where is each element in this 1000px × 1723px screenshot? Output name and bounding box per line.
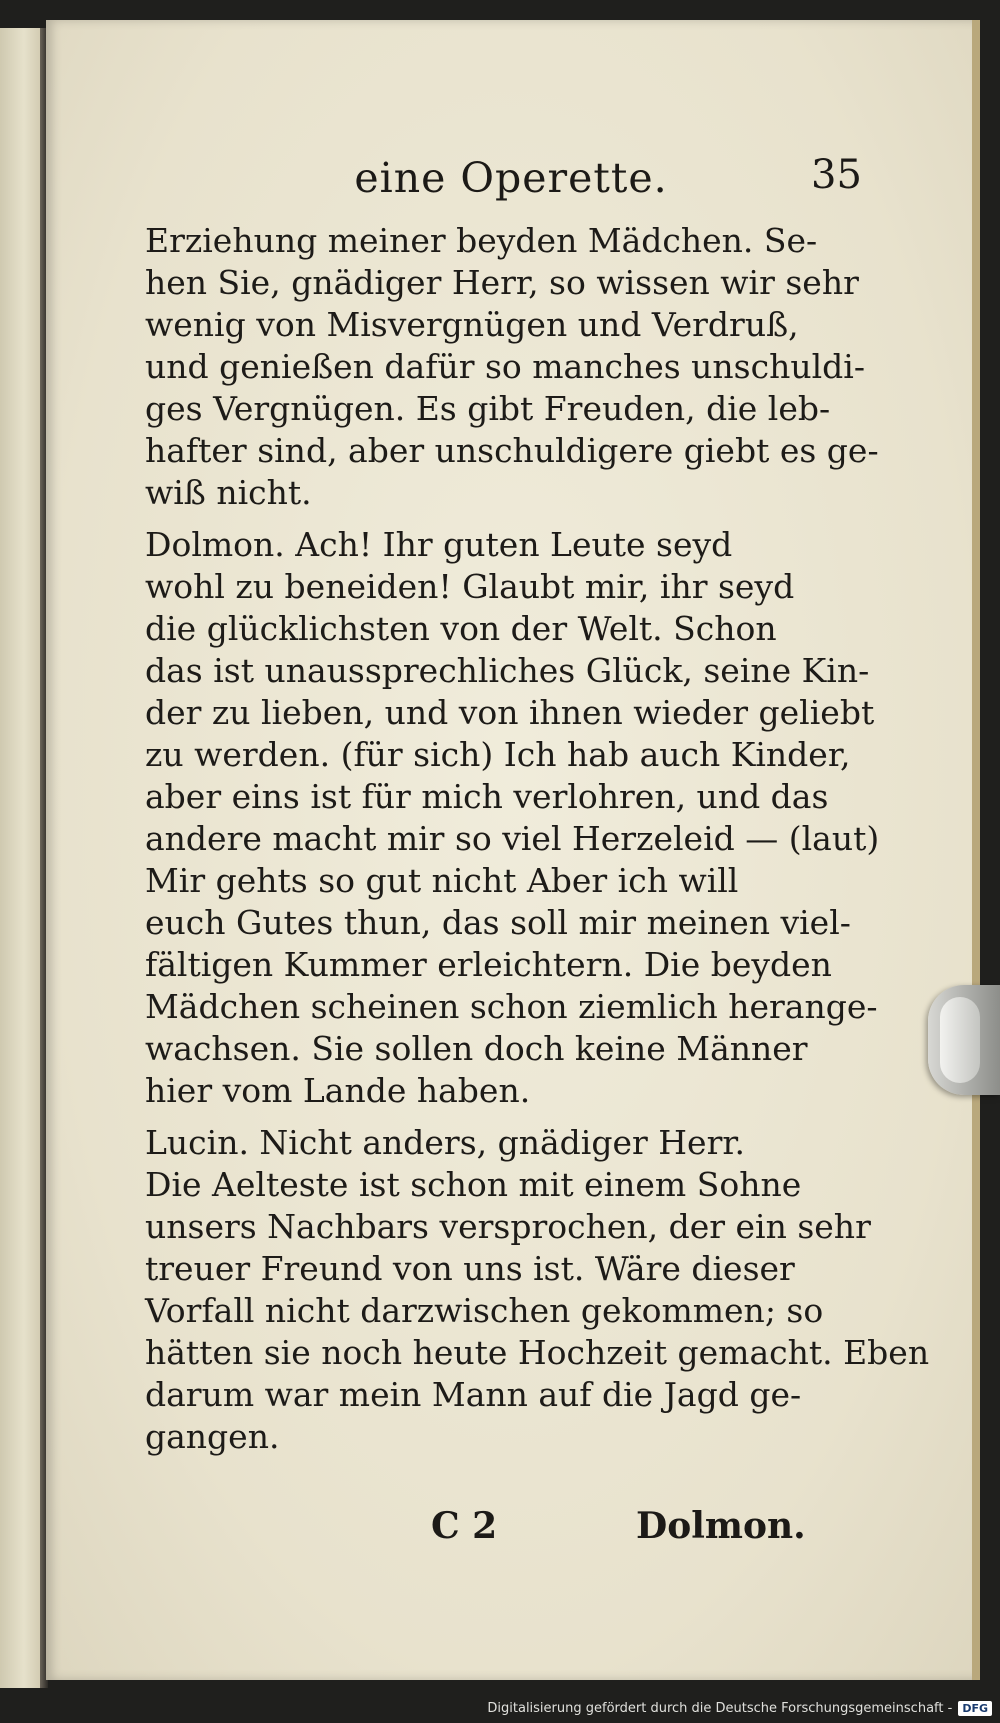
text-line: Die Aelteste ist schon mit einem Sohne: [145, 1165, 802, 1204]
text-line: Mir gehts so gut nicht Aber ich will: [145, 861, 739, 900]
page-clip-highlight: [940, 997, 980, 1083]
text-line: treuer Freund von uns ist. Wäre dieser: [145, 1249, 795, 1288]
text-line: Dolmon. Ach! Ihr guten Leute seyd: [145, 525, 733, 564]
text-line: zu werden. (für sich) Ich hab auch Kinder,: [145, 735, 851, 774]
text-line: gangen.: [145, 1417, 280, 1456]
text-line: wenig von Misvergnügen und Verdruß,: [145, 305, 799, 344]
text-line: Erziehung meiner beyden Mädchen. Se-: [145, 221, 818, 260]
text-line: wohl zu beneiden! Glaubt mir, ihr seyd: [145, 567, 795, 606]
credit-text: Digitalisierung gefördert durch die Deutsche Forschungsgemeinschaft -: [487, 1700, 953, 1716]
text-line: hier vom Lande haben.: [145, 1071, 531, 1110]
catchword: Dolmon.: [636, 1505, 806, 1547]
facing-page-edge: [0, 28, 40, 1688]
book-page: [46, 20, 976, 1680]
body-text: [145, 220, 930, 1468]
text-line: ges Vergnügen. Es gibt Freuden, die leb-: [145, 389, 831, 428]
text-line: die glücklichsten von der Welt. Schon: [145, 609, 777, 648]
text-line: Vorfall nicht darzwischen gekommen; so: [145, 1291, 824, 1330]
text-line: hätten sie noch heute Hochzeit gemacht. Eben: [145, 1333, 930, 1372]
paragraph: [145, 220, 895, 514]
text-line: hen Sie, gnädiger Herr, so wissen wir sehr: [145, 263, 859, 302]
digitization-credit: [487, 1697, 992, 1719]
text-line: andere macht mir so viel Herzeleid — (laut): [145, 819, 880, 858]
text-line: wiß nicht.: [145, 473, 312, 512]
text-line: wachsen. Sie sollen doch keine Männer: [145, 1029, 808, 1068]
page-fore-edge: [972, 20, 980, 1680]
dfg-logo-icon: DFG: [958, 1701, 992, 1716]
running-title: eine Operette.: [354, 154, 668, 202]
text-line: aber eins ist für mich verlohren, und das: [145, 777, 829, 816]
text-line: darum war mein Mann auf die Jagd ge-: [145, 1375, 802, 1414]
page-footer: [46, 1505, 976, 1555]
page-number: 35: [811, 152, 862, 198]
page-clip: [928, 985, 1000, 1095]
text-line: unsers Nachbars versprochen, der ein sehr: [145, 1207, 871, 1246]
text-line: das ist unaussprechliches Glück, seine Kin-: [145, 651, 870, 690]
paragraph: [145, 1122, 930, 1458]
text-line: euch Gutes thun, das soll mir meinen viel-: [145, 903, 851, 942]
page-header: [46, 140, 976, 210]
text-line: Lucin. Nicht anders, gnädiger Herr.: [145, 1123, 745, 1162]
paragraph: [145, 524, 895, 1112]
text-line: hafter sind, aber unschuldigere giebt es ge-: [145, 431, 879, 470]
signature-mark: C 2: [431, 1505, 498, 1547]
text-line: fältigen Kummer erleichtern. Die beyden: [145, 945, 832, 984]
text-line: Mädchen scheinen schon ziemlich herange-: [145, 987, 878, 1026]
text-line: der zu lieben, und von ihnen wieder geliebt: [145, 693, 875, 732]
text-line: und genießen dafür so manches unschuldi-: [145, 347, 865, 386]
